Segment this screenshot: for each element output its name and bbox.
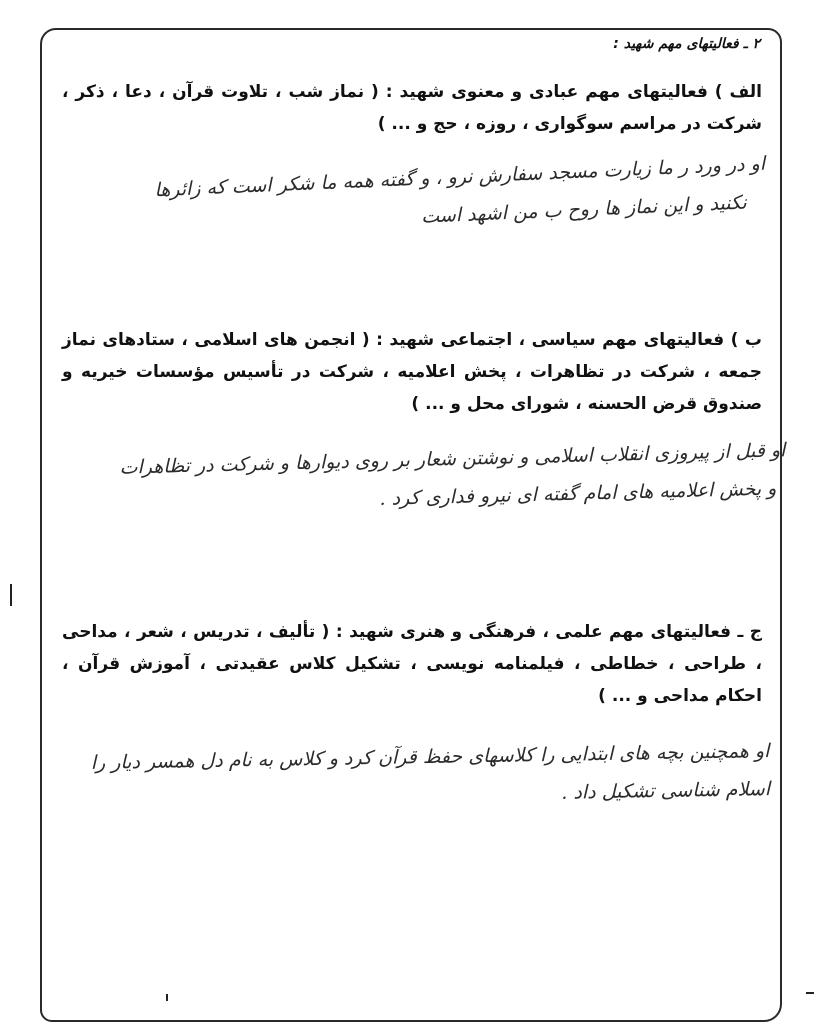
section-a-hand-line-1: او در ورد ر ما زیارت مسجد سفارش نرو ، و گفته همه ما شکر است که زائرها (153, 152, 766, 202)
section-b-text: ب ) فعالیتهای مهم سیاسی ، اجتماعی شهید : ( انجمن های اسلامی ، ستادهای نماز جمعه ، شرکت در تظاهرات ، پخش اعلامیه ، شرکت در تأسیس مؤسسات خیریه و صندوق قرض الحسنه ، شورای محل و ... ) (62, 330, 762, 414)
bottom-pen-dot (166, 994, 168, 1001)
section-heading: ۲ ـ فعالیتهای مهم شهید : (613, 36, 760, 52)
section-c-hand-line-2: اسلام شناسی تشکیل داد . (561, 778, 771, 804)
section-a-text: الف ) فعالیتهای مهم عبادی و معنوی شهید : ( نماز شب ، تلاوت قرآن ، دعا ، ذکر ، شرکت در مراسم سوگواری ، روزه ، حج و ... ) (62, 82, 762, 134)
section-b-hand-line-1: او قبل از پیروزی انقلاب اسلامی و نوشتن شعار بر روی دیوارها و شرکت در تظاهرات (119, 439, 786, 479)
section-b-hand-line-2: و پخش اعلامیه های امام گفته ای نیرو فداری کرد . (379, 477, 777, 510)
section-a-printed (62, 76, 762, 140)
section-c-hand-line-1: او همچنین بچه های ابتدایی را کلاسهای حفظ قرآن کرد و کلاس به نام دل همسر دیار را (90, 740, 770, 774)
right-edge-mark (806, 992, 814, 994)
section-b-printed (62, 324, 762, 420)
section-a-hand-line-2: نکنید و این نماز ها روح ب من اشهد است (420, 191, 748, 228)
section-c-printed (62, 616, 762, 712)
section-c-handwriting (91, 732, 771, 820)
section-c-text: ج ـ فعالیتهای مهم علمی ، فرهنگی و هنری شهید : ( تألیف ، تدریس ، شعر ، مداحی ، طراحی ، خطاطی ، فیلمنامه نویسی ، تشکیل کلاس عقیدتی ، آموزش قرآن ، احکام مداحی و ... ) (62, 622, 762, 706)
margin-pen-mark (10, 584, 12, 606)
